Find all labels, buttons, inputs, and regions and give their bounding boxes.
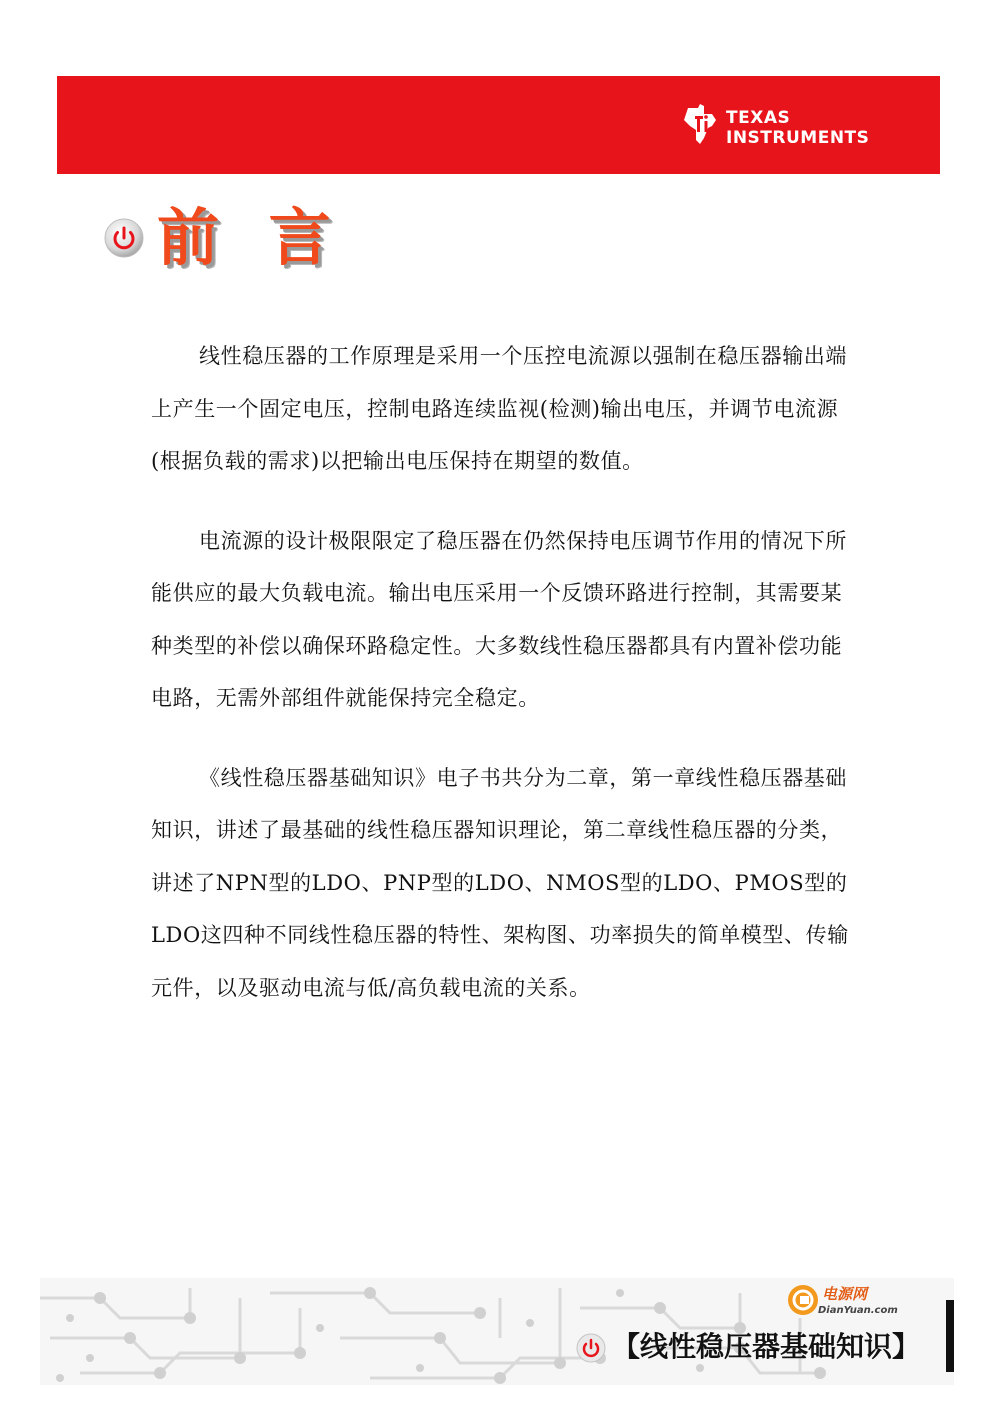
ti-logo-line1: TEXAS — [726, 108, 791, 128]
paragraph-3: 《线性稳压器基础知识》电子书共分为二章，第一章线性稳压器基础知识，讲述了最基础的线性稳压器知识理论，第二章线性稳压器的分类，讲述了NPN型的LDO、PNP型的LDO、NMOS型的LDO、PMOS型的LDO这四种不同线性稳压器的特性、架构图、功率损失的简单模型、传输元件，以及驱动电流与低/高负载电流的关系。 — [151, 765, 849, 1000]
dianyuan-logo-cn: 电源网 — [822, 1285, 868, 1303]
texas-instruments-logo — [682, 102, 870, 150]
paragraph-2: 电流源的设计极限限定了稳压器在仍然保持电压调节作用的情况下所能供应的最大负载电流。输出电压采用一个反馈环路进行控制，其需要某种类型的补偿以确保环路稳定性。大多数线性稳压器都具有内置补偿功能电路，无需外部组件就能保持完全稳定。 — [151, 528, 847, 710]
paragraph-1: 线性稳压器的工作原理是采用一个压控电流源以强制在稳压器输出端上产生一个固定电压，控制电路连续监视(检测)输出电压，并调节电流源(根据负载的需求)以把输出电压保持在期望的数值。 — [151, 344, 847, 473]
footer-book-title: 【线性稳压器基础知识】 — [612, 1330, 921, 1363]
dianyuan-logo-en: DianYuan.com — [818, 1305, 898, 1316]
plug-icon — [788, 1285, 818, 1315]
ti-logo-text — [726, 108, 869, 148]
ti-map-icon — [682, 104, 720, 144]
power-icon — [104, 218, 144, 258]
footer-power-icon — [576, 1333, 606, 1363]
dianyuan-logo — [788, 1283, 918, 1325]
page-title: 前 言 — [157, 201, 345, 274]
footer-divider — [946, 1300, 954, 1372]
ti-logo-line2: INSTRUMENTS — [726, 128, 870, 148]
preface-body — [151, 330, 851, 1041]
